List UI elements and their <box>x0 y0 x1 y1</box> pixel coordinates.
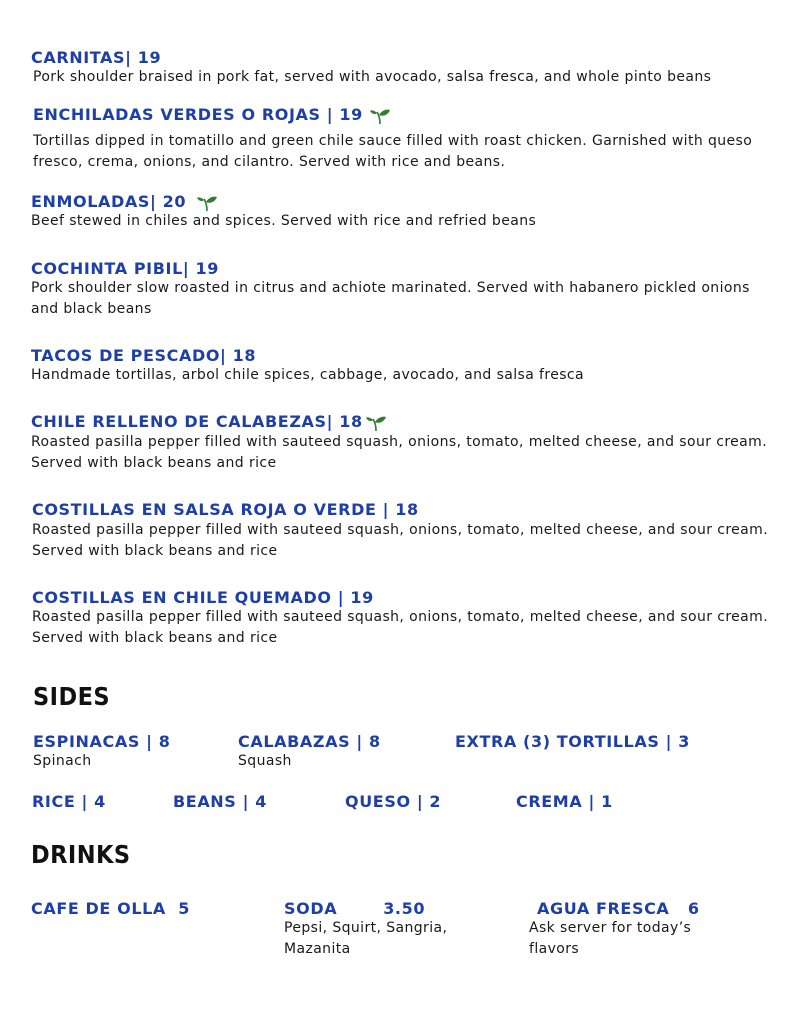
drink-item-title <box>284 899 425 918</box>
sides-heading: SIDES <box>33 682 111 711</box>
side-item-title: RICE | 4 <box>32 792 106 811</box>
menu-item-description: Roasted pasilla pepper filled with sauteed squash, onions, tomato, melted cheese, and sour cream. Served with black beans and rice <box>32 609 769 646</box>
menu-item-title <box>31 192 218 212</box>
drink-name: SODA <box>284 899 338 918</box>
menu-item-title-text: ENMOLADAS| 20 <box>31 192 187 211</box>
drink-item-description: Pepsi, Squirt, Sangria, Mazanita <box>284 920 448 957</box>
side-item-description: Spinach <box>33 753 92 769</box>
menu-item-description: Tortillas dipped in tomatillo and green chile sauce filled with roast chicken. Garnished with queso fresco, crema, onions, and cilantro. Served with rice and beans. <box>33 133 753 170</box>
side-item-title: BEANS | 4 <box>173 792 267 811</box>
menu-item-title: COSTILLAS EN CHILE QUEMADO | 19 <box>32 588 374 607</box>
menu-item-title: TACOS DE PESCADO| 18 <box>31 346 257 365</box>
menu-item-description: Beef stewed in chiles and spices. Served with rice and refried beans <box>31 213 537 229</box>
menu-item-title: CARNITAS| 19 <box>31 48 162 67</box>
drink-name: AGUA FRESCA <box>537 899 670 918</box>
side-item-title: ESPINACAS | 8 <box>33 732 171 751</box>
drinks-heading: DRINKS <box>31 840 131 869</box>
side-item-title: CREMA | 1 <box>516 792 613 811</box>
drink-item-description: Ask server for today’s flavors <box>529 920 692 957</box>
drink-price: 3.50 <box>383 899 426 918</box>
menu-item-description: Roasted pasilla pepper filled with sauteed squash, onions, tomato, melted cheese, and sour cream. Served with black beans and rice <box>32 522 769 559</box>
menu-item-description: Pork shoulder braised in pork fat, served with avocado, salsa fresca, and whole pinto beans <box>33 69 712 85</box>
menu-item-title <box>33 105 391 125</box>
drink-name: CAFE DE OLLA <box>31 899 166 918</box>
side-item-title: EXTRA (3) TORTILLAS | 3 <box>455 732 690 751</box>
menu-item-title-text: ENCHILADAS VERDES O ROJAS | 19 <box>33 105 363 124</box>
side-item-title: CALABAZAS | 8 <box>238 732 381 751</box>
menu-item-description: Pork shoulder slow roasted in citrus and achiote marinated. Served with habanero pickled onions and black beans <box>31 280 750 317</box>
drink-price: 5 <box>178 899 190 918</box>
menu-item-title <box>31 412 387 432</box>
side-item-description: Squash <box>238 753 292 769</box>
menu-item-description: Roasted pasilla pepper filled with sauteed squash, onions, tomato, melted cheese, and sour cream. Served with black beans and rice <box>31 434 768 471</box>
drink-item-title <box>537 899 700 918</box>
menu-item-title: COSTILLAS EN SALSA ROJA O VERDE | 18 <box>32 500 419 519</box>
sprout-leaf-icon <box>196 194 218 212</box>
menu-item-description: Handmade tortillas, arbol chile spices, cabbage, avocado, and salsa fresca <box>31 367 585 383</box>
drink-item-title <box>31 899 190 918</box>
menu-item-title: COCHINTA PIBIL| 19 <box>31 259 219 278</box>
sprout-leaf-icon <box>365 414 387 432</box>
sprout-leaf-icon <box>369 107 391 125</box>
drink-price: 6 <box>687 899 700 918</box>
side-item-title: QUESO | 2 <box>345 792 442 811</box>
menu-item-title-text: CHILE RELLENO DE CALABEZAS| 18 <box>31 412 363 431</box>
